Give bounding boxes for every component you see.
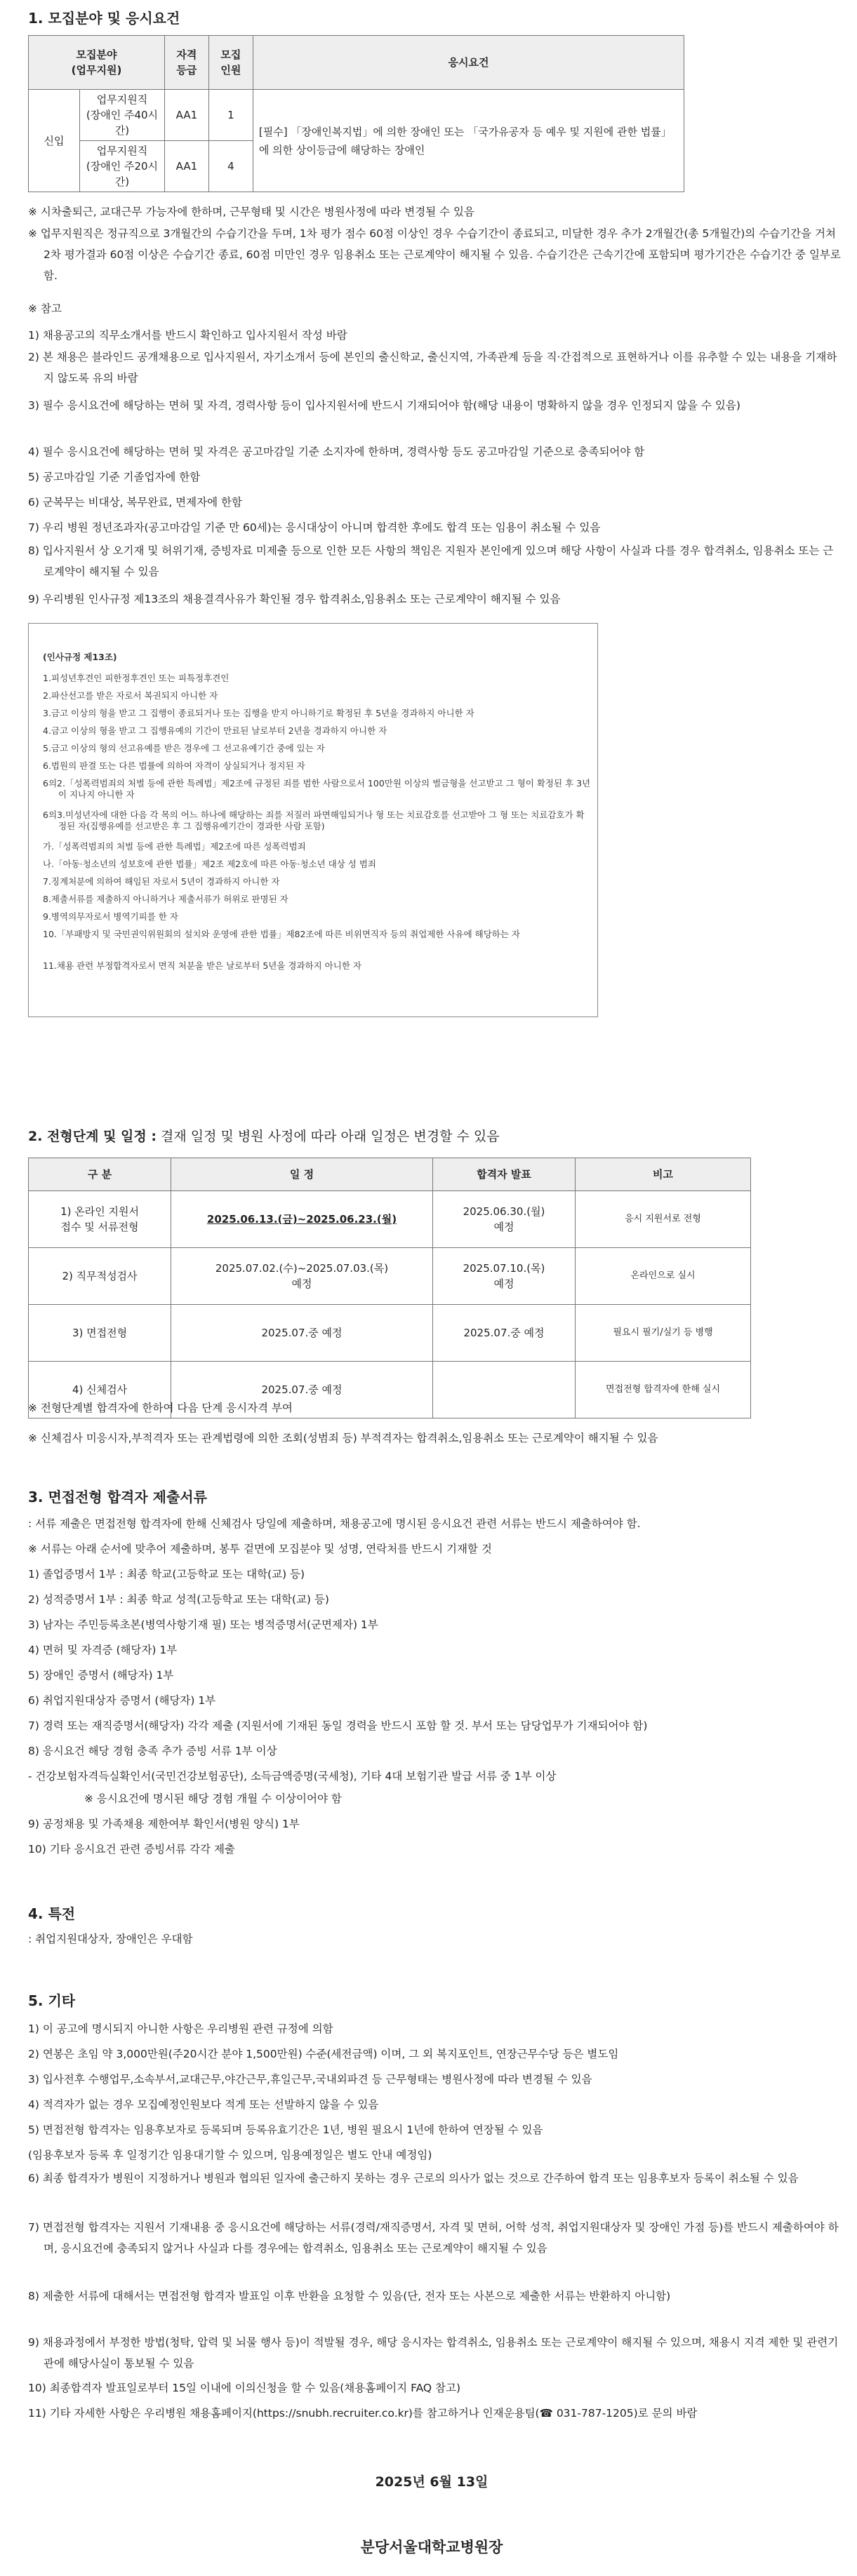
misc-line: 3) 입사전후 수행업무,소속부서,교대근무,야간근무,휴일근무,국내외파견 등 근무형태는 병원사정에 따라 변경될 수 있음 — [28, 2073, 592, 2086]
header-grade: 자격 등급 — [164, 36, 208, 90]
header-requirement: 응시요건 — [253, 36, 684, 90]
document-line: ※ 응시요건에 명시된 해당 경험 개월 수 이상이어야 함 — [84, 1792, 342, 1805]
document-line: ※ 서류는 아래 순서에 맞추어 제출하며, 봉투 겉면에 모집분야 및 성명, 연락처를 반드시 기재할 것 — [28, 1543, 492, 1555]
announcement-date: 2025년 6월 13일 — [375, 2474, 489, 2490]
document-line: 2) 성적증명서 1부 : 최종 학교 성적(고등학교 또는 대학(교) 등) — [28, 1593, 329, 1606]
benefit-line: : 취업지원대상자, 장애인은 우대함 — [28, 1933, 193, 1945]
regulation-item: 6.법원의 판결 또는 다른 법률에 의하여 자격이 상실되거나 정지된 자 — [43, 760, 305, 771]
field-cell: 업무지원직 (장애인 주40시간) — [80, 90, 165, 141]
announcement-organization: 분당서울대학교병원장 — [360, 2539, 503, 2556]
misc-line: 5) 면접전형 합격자는 임용후보자로 등록되며 등록유효기간은 1년, 병원 필요시 1년에 한하여 연장될 수 있음 — [28, 2124, 543, 2136]
misc-line: 6) 최종 합격자가 병원이 지정하거나 병원과 협의된 일자에 출근하지 못하는 경우 근로의 의사가 없는 것으로 간주하여 합격 또는 임용후보자 등록이 취소될 수 있음 — [28, 2172, 799, 2185]
misc-line: 10) 최종합격자 발표일로부터 15일 이내에 이의신청을 할 수 있음(채용홈페이지 FAQ 참고) — [28, 2382, 461, 2394]
schedule-note: ※ 신체검사 미응시자,부적격자 또는 관계법령에 의한 조회(성범죄 등) 부적격자는 합격취소,임용취소 또는 근로계약이 해지될 수 있음 — [28, 1432, 658, 1444]
reference-item: 4) 필수 응시요건에 해당하는 면허 및 자격은 공고마감일 기준 소지자에 한하며, 경력사항 등도 공고마감일 기준으로 충족되어야 함 — [28, 445, 645, 458]
document-line: 4) 면허 및 자격증 (해당자) 1부 — [28, 1644, 178, 1656]
reference-item: 6) 군복무는 비대상, 복무완료, 면제자에 한함 — [28, 496, 242, 509]
misc-line: 11) 기타 자세한 사항은 우리병원 채용홈페이지(https://snubh.recruiter.co.kr)를 참고하거나 인재운용팀(☎ 031-787-1205)로 문의 바람 — [28, 2407, 698, 2420]
section-4-title: 4. 특전 — [28, 1905, 76, 1922]
regulation-title: (인사규정 제13조) — [43, 652, 117, 662]
header-step: 구 분 — [29, 1158, 171, 1191]
reference-item: 7) 우리 병원 정년조과자(공고마감일 기준 만 60세)는 응시대상이 아니며 합격한 후에도 합격 또는 임용이 취소될 수 있음 — [28, 521, 601, 534]
regulation-item: 5.금고 이상의 형의 선고유예를 받은 경우에 그 선고유예기간 중에 있는 자 — [43, 743, 325, 753]
schedule-table — [28, 1158, 751, 1418]
header-count: 모집 인원 — [208, 36, 253, 90]
date-cell: 2025.06.13.(금)~2025.06.23.(월) — [171, 1191, 433, 1248]
grade-cell: AA1 — [164, 90, 208, 141]
document-line: - 건강보험자격득실확인서(국민건강보험공단), 소득금액증명(국세청), 기타 4대 보험기관 발급 서류 중 1부 이상 — [28, 1770, 557, 1783]
note-cell: 온라인으로 실시 — [576, 1248, 751, 1305]
reference-item: 5) 공고마감일 기준 기졸업자에 한함 — [28, 471, 201, 483]
reference-item: 1) 채용공고의 직무소개서를 반드시 확인하고 입사지원서 작성 바람 — [28, 329, 347, 342]
count-cell: 4 — [208, 141, 253, 192]
regulation-item: 10.「부패방지 및 국민권익위원회의 설치와 운영에 관한 법률」제82조에 따른 비위면직자 등의 취업제한 사유에 해당하는 자 — [43, 929, 520, 939]
reference-item: 3) 필수 응시요건에 해당하는 면허 및 자격, 경력사항 등이 입사지원서에 반드시 기재되어야 함(해당 내용이 명확하지 않을 경우 인정되지 않을 수 있음) — [28, 399, 740, 412]
group-cell: 신입 — [29, 90, 80, 192]
regulation-item: 7.징계처분에 의하여 해임된 자로서 5년이 경과하지 아니한 자 — [43, 876, 280, 887]
step-cell: 3) 면접전형 — [29, 1305, 171, 1362]
step-cell: 2) 직무적성검사 — [29, 1248, 171, 1305]
regulation-item: 9.병역의무자로서 병역기피를 한 자 — [43, 911, 178, 922]
regulation-item: 1.피성년후견인 피한정후견인 또는 피특정후견인 — [43, 673, 230, 683]
grade-cell: AA1 — [164, 141, 208, 192]
reference-item: 8) 입사지원서 상 오기재 및 허위기재, 증빙자료 미제출 등으로 인한 모든 사항의 책임은 지원자 본인에게 있으며 해당 사항이 사실과 다를 경우 합격취소, 임용취소 또는 근로계약이 해지될 수 있음 — [28, 544, 834, 578]
regulation-item: 나.「아동·청소년의 성보호에 관한 법률」제2조 제2호에 따른 아동·청소년 대상 성 범죄 — [43, 859, 376, 869]
regulation-item: 4.금고 이상의 형을 받고 그 집행유예의 기간이 만료된 날로부터 2년을 경과하지 아니한 자 — [43, 725, 387, 736]
note-cell: 응시 지원서로 전형 — [576, 1191, 751, 1248]
section-2-heading — [28, 1128, 500, 1145]
document-line: 6) 취업지원대상자 증명서 (해당자) 1부 — [28, 1694, 216, 1707]
misc-line: 1) 이 공고에 명시되지 아니한 사항은 우리병원 관련 규정에 의함 — [28, 2022, 333, 2035]
document-line: 10) 기타 응시요건 관련 증빙서류 각각 제출 — [28, 1843, 235, 1856]
reference-item: 9) 우리병원 인사규정 제13조의 채용결격사유가 확인될 경우 합격취소,임용취소 또는 근로계약이 해지될 수 있음 — [28, 593, 561, 605]
regulation-item: 2.파산선고를 받은 자로서 복권되지 아니한 자 — [43, 690, 218, 701]
date-cell: 2025.07.중 예정 — [171, 1362, 433, 1418]
document-line: 8) 응시요건 해당 경험 충족 추가 증빙 서류 1부 이상 — [28, 1745, 277, 1757]
count-cell: 1 — [208, 90, 253, 141]
misc-line: 2) 연봉은 초임 약 3,000만원(주20시간 분야 1,500만원) 수준(세전금액) 이며, 그 외 복지포인트, 연장근무수당 등은 별도임 — [28, 2048, 619, 2060]
document-line: 9) 공정채용 및 가족채용 제한여부 확인서(병원 양식) 1부 — [28, 1818, 300, 1830]
header-note: 비고 — [576, 1158, 751, 1191]
schedule-note: ※ 전형단계별 합격자에 한하여 다음 단계 응시자격 부여 — [28, 1402, 293, 1414]
result-cell: 2025.06.30.(월) 예정 — [433, 1191, 576, 1248]
misc-line: 8) 제출한 서류에 대해서는 면접전형 합격자 발표일 이후 반환을 요청할 수 있음(단, 전자 또는 사본으로 제출한 서류는 반환하지 아니함) — [28, 2290, 671, 2302]
reference-item: 2) 본 채용은 블라인드 공개채용으로 입사지원서, 자기소개서 등에 본인의 출신학교, 출신지역, 가족관계 등을 직·간접적으로 표현하거나 이를 유추할 수 있는 내용을 기재하지 않도록 유의 바람 — [28, 351, 837, 384]
note-line: ※ 시차출퇴근, 교대근무 가능자에 한하며, 근무형태 및 시간은 병원사정에 따라 변경될 수 있음 — [28, 206, 474, 218]
header-result: 합격자 발표 — [433, 1158, 576, 1191]
document-line: 7) 경력 또는 재직증명서(해당자) 각각 제출 (지원서에 기재된 동일 경력을 반드시 포함 할 것. 부서 또는 담당업무가 기재되어야 함) — [28, 1719, 648, 1732]
note-line: ※ 업무지원직은 정규직으로 3개월간의 수습기간을 두며, 1차 평가 점수 60점 이상인 경우 수습기간이 종료되고, 미달한 경우 추가 2개월간(총 5개월간)의 수습기간을 거쳐 2차 평가결과 60점 이상은 수습기간 종료, 60점 미만인 경우 임용취소 또는 근로계약이 해지될 수 있음. 수습기간은 근속기간에 포함되며 평가기간은 수습기간 중 일부로 함. — [28, 227, 841, 282]
misc-line: 4) 적격자가 없는 경우 모집예정인원보다 적게 또는 선발하지 않을 수 있음 — [28, 2098, 379, 2111]
reference-label: ※ 참고 — [28, 302, 62, 315]
regulation-item: 8.제출서류를 제출하지 아니하거나 제출서류가 허위로 판명된 자 — [43, 894, 288, 904]
regulation-item: 6의2.「성폭력범죄의 처벌 등에 관한 특례법」제2조에 규정된 죄를 범한 사람으로서 100만원 이상의 벌금형을 선고받고 그 형이 확정된 후 3년이 지나지 아니한 자 — [43, 778, 591, 800]
misc-line: 9) 채용과정에서 부정한 방법(청탁, 압력 및 뇌물 행사 등)이 적발될 경우, 해당 응시자는 합격취소, 임용취소 또는 근로계약이 해지될 수 있으며, 채용시 지격 제한 및 관련기관에 해당사실이 통보될 수 있음 — [28, 2336, 839, 2370]
misc-line: 7) 면접전형 합격자는 지원서 기재내용 중 응시요건에 해당하는 서류(경력/재직증명서, 자격 및 면허, 어학 성적, 취업지원대상자 및 장애인 가점 등)를 반드시 제출하여야 하며, 응시요건에 충족되지 않거나 사실과 다를 경우에는 합격취소, 임용취소 또는 근로계약이 해지될 수 있음 — [28, 2221, 839, 2255]
header-field: 모집분야 (업무지원) — [29, 36, 165, 90]
section-2-subtitle: 결재 일정 및 병원 사정에 따라 아래 일정은 변경할 수 있음 — [156, 1129, 500, 1144]
date-cell: 2025.07.중 예정 — [171, 1305, 433, 1362]
document-line: 1) 졸업증명서 1부 : 최종 학교(고등학교 또는 대학(교) 등) — [28, 1568, 305, 1581]
requirement-cell: [필수] 「장애인복지법」에 의한 장애인 또는 「국가유공자 등 예우 및 지원에 관한 법률」에 의한 상이등급에 해당하는 장애인 — [253, 90, 684, 192]
document-line: 5) 장애인 증명서 (해당자) 1부 — [28, 1669, 174, 1682]
regulation-box — [28, 623, 598, 1017]
misc-line: (임용후보자 등록 후 일정기간 임용대기할 수 있으며, 임용예정일은 별도 안내 예정임) — [28, 2149, 432, 2161]
section-3-title: 3. 면접전형 합격자 제출서류 — [28, 1489, 207, 1505]
regulation-item: 3.금고 이상의 형을 받고 그 집행이 종료되거나 또는 집행을 받지 아니하기로 확정된 후 5년을 경과하지 아니한 자 — [43, 708, 474, 718]
header-date: 일 정 — [171, 1158, 433, 1191]
result-cell: 2025.07.중 예정 — [433, 1305, 576, 1362]
note-cell: 면접전형 합격자에 한해 실시 — [576, 1362, 751, 1418]
regulation-item: 6의3.미성년자에 대한 다음 각 목의 어느 하나에 해당하는 죄를 저질러 파면해임되거나 형 또는 치료감호를 선고받아 그 형 또는 치료감호가 확정된 자(집행유예를 선고받은 후 그 집행유예기간이 경과한 사람 포함) — [43, 810, 585, 831]
step-cell: 4) 신체검사 — [29, 1362, 171, 1418]
field-cell: 업무지원직 (장애인 주20시간) — [80, 141, 165, 192]
section-2-title: 2. 전형단계 및 일정 : — [28, 1129, 157, 1144]
regulation-item: 가.「성폭력범죄의 처벌 등에 관한 특례법」제2조에 따른 성폭력범죄 — [43, 841, 306, 852]
step-cell: 1) 온라인 지원서 접수 및 서류전형 — [29, 1191, 171, 1248]
document-line: : 서류 제출은 면접전형 합격자에 한해 신체검사 당일에 제출하며, 채용공고에 명시된 응시요건 관련 서류는 반드시 제출하여야 함. — [28, 1517, 641, 1530]
result-cell — [433, 1362, 576, 1418]
date-cell: 2025.07.02.(수)~2025.07.03.(목) 예정 — [171, 1248, 433, 1305]
section-1-title: 1. 모집분야 및 응시요건 — [28, 10, 180, 27]
result-cell: 2025.07.10.(목) 예정 — [433, 1248, 576, 1305]
document-line: 3) 남자는 주민등록초본(병역사항기재 필) 또는 병적증명서(군면제자) 1부 — [28, 1618, 378, 1631]
section-5-title: 5. 기타 — [28, 1992, 76, 2009]
regulation-item: 11.채용 관련 부정합격자로서 면직 처분을 받은 날로부터 5년을 경과하지 아니한 자 — [43, 960, 361, 971]
recruitment-table — [28, 35, 684, 192]
note-cell: 필요시 필기/실기 등 병행 — [576, 1305, 751, 1362]
